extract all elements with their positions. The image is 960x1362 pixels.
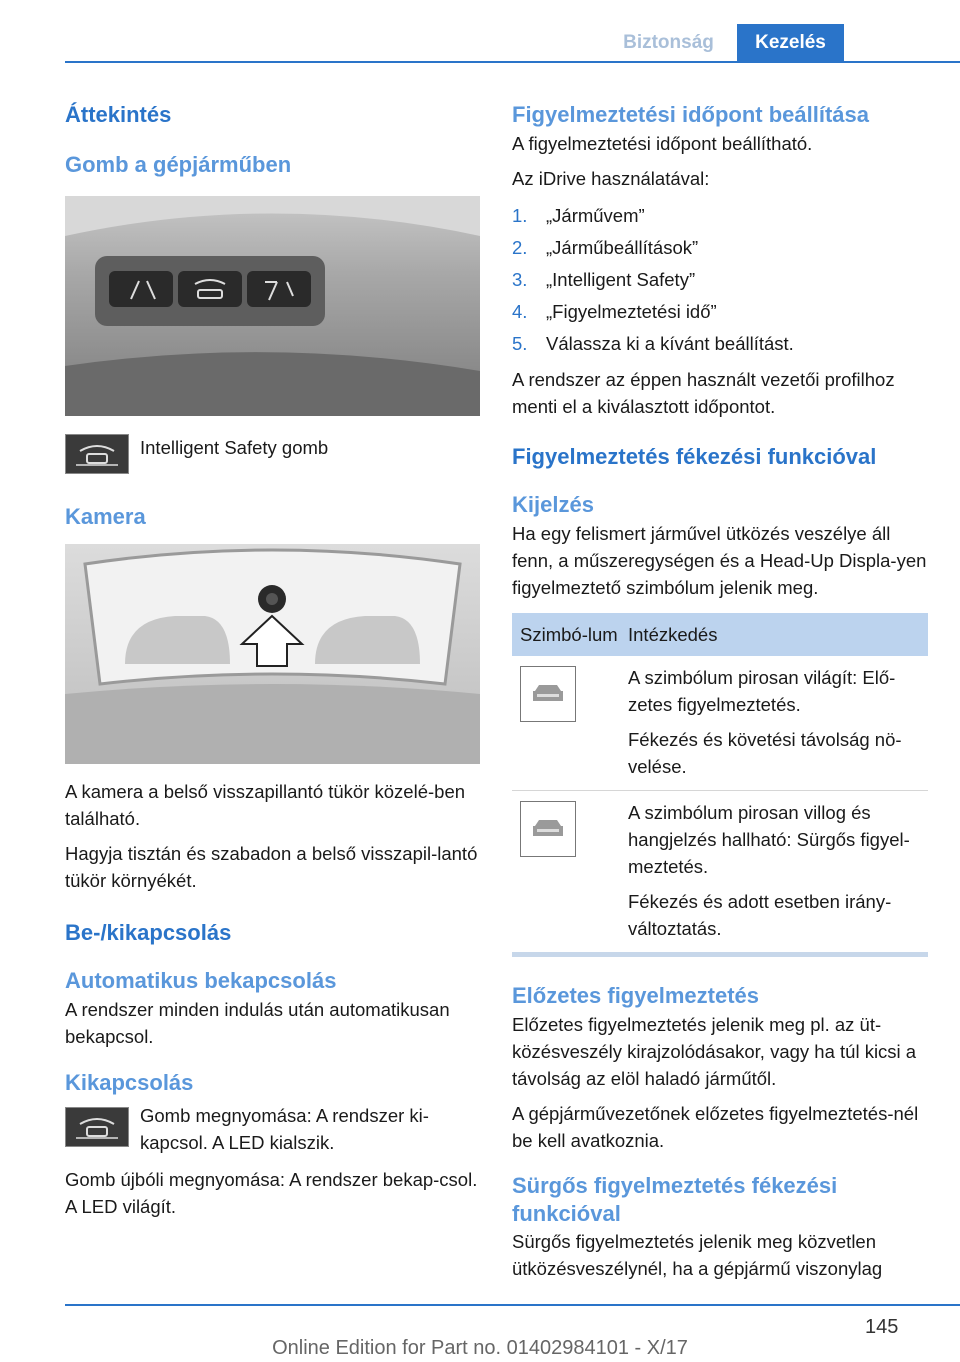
right-column bbox=[512, 100, 928, 1282]
profile-save-text: A rendszer az éppen használt vezetői profilhoz menti el a kiválasztott időpontot. bbox=[512, 369, 895, 417]
table-header bbox=[512, 613, 928, 656]
urgent-warning-text: Sürgős figyelmeztetés jelenik meg közvetlen ütközésveszélynél, ha a gépjármű viszonylag bbox=[512, 1231, 883, 1279]
heading-warning-time: Figyelmeztetési időpont beállítása bbox=[512, 102, 869, 127]
heading-auto-on: Automatikus bekapcsolás bbox=[65, 968, 337, 993]
heading-brake-warning: Figyelmeztetés fékezési funkcióval bbox=[512, 444, 877, 469]
col-symbol: Szimbó-lum bbox=[520, 624, 618, 645]
auto-on-text: A rendszer minden indulás után automatikusan bekapcsol. bbox=[65, 999, 450, 1047]
table-bottom-rule bbox=[512, 952, 928, 957]
row2-action-1: A szimbólum pirosan villog és hangjelzés hallható: Sürgős figyel-meztetés. bbox=[628, 802, 910, 877]
car-warning-icon bbox=[520, 666, 576, 722]
heading-button: Gomb a gépjárműben bbox=[65, 152, 292, 177]
idrive-text: Az iDrive használatával: bbox=[512, 168, 710, 189]
warning-time-text: A figyelmeztetési időpont beállítható. bbox=[512, 133, 813, 154]
list-item: 1. „Járművem” bbox=[512, 205, 645, 226]
list-item: 3. „Intelligent Safety” bbox=[512, 269, 696, 290]
symbol-table bbox=[512, 613, 928, 952]
off-row bbox=[65, 1102, 480, 1162]
header-rule bbox=[65, 61, 960, 63]
intelligent-safety-button-icon bbox=[65, 434, 129, 474]
camera-photo bbox=[65, 544, 480, 764]
heading-onoff: Be-/kikapcsolás bbox=[65, 920, 232, 945]
table-row bbox=[512, 656, 928, 791]
camera-keep-clear-text: Hagyja tisztán és szabadon a belső visszapil-lantó tükör környékét. bbox=[65, 843, 478, 891]
heading-display: Kijelzés bbox=[512, 492, 594, 517]
camera-location-text: A kamera a belső visszapillantó tükör közelé-ben található. bbox=[65, 781, 466, 829]
list-item: 4. „Figyelmeztetési idő” bbox=[512, 301, 717, 322]
tab-kezeles[interactable]: Kezelés bbox=[737, 24, 844, 61]
pre-warning-text: Előzetes figyelmeztetés jelenik meg pl. az üt-közésveszély kirajzolódásakor, vagy ha túl kicsi a távolság az elöl haladó járműtől. bbox=[512, 1014, 917, 1089]
row2-action-2: Fékezés és adott esetben irány-változtatás. bbox=[628, 891, 892, 939]
heading-off: Kikapcsolás bbox=[65, 1070, 194, 1095]
idrive-steps bbox=[512, 200, 928, 360]
off-text: Gomb megnyomása: A rendszer ki-kapcsol. A LED kialszik. bbox=[140, 1105, 429, 1153]
heading-urgent-warning: Sürgős figyelmeztetés fékezési funkcióval bbox=[512, 1173, 838, 1226]
heading-pre-warning: Előzetes figyelmeztetés bbox=[512, 983, 759, 1008]
on-again-text: Gomb újbóli megnyomása: A rendszer bekap-csol. A LED világít. bbox=[65, 1169, 478, 1217]
footer-rule bbox=[65, 1304, 960, 1306]
left-column bbox=[65, 100, 480, 1220]
heading-overview: Áttekintés bbox=[65, 102, 172, 127]
row1-action-1: A szimbólum pirosan világít: Elő-zetes figyelmeztetés. bbox=[628, 667, 896, 715]
edition-footer: Online Edition for Part no. 01402984101 - X/17 bbox=[272, 1337, 688, 1359]
list-item: 5. Válassza ki a kívánt beállítást. bbox=[512, 333, 794, 354]
icon-caption-row bbox=[65, 434, 480, 478]
row1-action-2: Fékezés és követési távolság nö-velése. bbox=[628, 729, 902, 777]
display-text: Ha egy felismert járművel ütközés veszélye áll fenn, a műszeregységen és a Head-Up Displa-yen figyelmeztető szimbólum jelenik meg. bbox=[512, 523, 927, 598]
car-warning-flashing-icon bbox=[520, 801, 576, 857]
heading-camera: Kamera bbox=[65, 504, 146, 529]
col-action: Intézkedés bbox=[628, 624, 718, 645]
button-panel-photo bbox=[65, 196, 480, 416]
pre-warning-driver-text: A gépjárművezetőnek előzetes figyelmeztetés-nél be kell avatkoznia. bbox=[512, 1103, 919, 1151]
tab-biztonsag[interactable]: Biztonság bbox=[623, 32, 714, 53]
list-item: 2. „Járműbeállítások” bbox=[512, 237, 699, 258]
icon-caption: Intelligent Safety gomb bbox=[140, 437, 329, 458]
page-number: 145 bbox=[865, 1316, 899, 1338]
intelligent-safety-button-icon-small bbox=[65, 1107, 129, 1147]
table-row bbox=[512, 791, 928, 953]
